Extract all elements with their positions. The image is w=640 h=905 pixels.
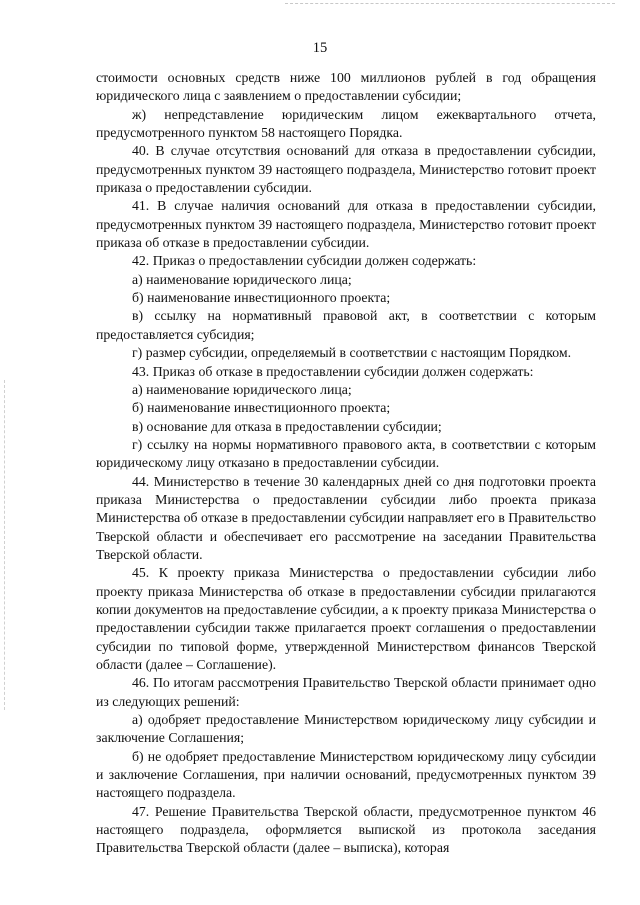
- page-number: 15: [312, 40, 328, 56]
- paragraph: в) основание для отказа в предоставлении субсидии;: [132, 418, 442, 434]
- paragraph: г) ссылку на нормы нормативного правового акта, в соответствии с которым юридическому лицу отказано в предоставлении субсидии.: [96, 436, 596, 471]
- paragraph: 41. В случае наличия оснований для отказа в предоставлении субсидии, предусмотренных пунктом 39 настоящего подраздела, Министерство готовит проект приказа об отказе в предоставлении субсидии.: [96, 198, 596, 251]
- paragraph: б) не одобряет предоставление Министерством юридическому лицу субсидии и заключение Соглашения, при наличии оснований, предусмотренных пунктом 39 настоящего подраздела.: [96, 748, 596, 801]
- scan-artifact-left: [4, 380, 6, 710]
- paragraph: 45. К проекту приказа Министерства о предоставлении субсидии либо проекту приказа Министерства об отказе в предоставлении субсидии прилагаются копии документов на предоставление субсидии, а к проекту приказа Министерства о предоставлении субсидии также прилагается проект соглашения о предоставлении субсидии по типовой форме, утвержденной Министерством финансов Тверской области (далее – Соглашение).: [96, 565, 596, 672]
- paragraph: в) ссылку на нормативный правовой акт, в соответствии с которым предоставляется субсидия;: [96, 308, 596, 342]
- paragraph: 44. Министерство в течение 30 календарных дней со дня подготовки проекта приказа Министерства о предоставлении субсидии либо проекта приказа Министерства об отказе в предоставлении субсидии направляет его в Правительство Тверской области и обеспечивает его рассмотрение на заседании Правительства Тверской области.: [96, 473, 596, 562]
- paragraph: 46. По итогам рассмотрения Правительство Тверской области принимает одно из следующих решений:: [96, 675, 596, 709]
- paragraph: б) наименование инвестиционного проекта;: [132, 290, 391, 306]
- paragraph: а) наименование юридического лица;: [132, 381, 352, 397]
- paragraph: а) наименование юридического лица;: [132, 271, 352, 287]
- paragraph: б) наименование инвестиционного проекта;: [132, 400, 391, 416]
- paragraph: 43. Приказ об отказе в предоставлении субсидии должен содержать:: [132, 363, 534, 379]
- scan-artifact-top: [285, 3, 615, 6]
- paragraph: а) одобряет предоставление Министерством юридическому лицу субсидии и заключение Соглашения;: [96, 712, 596, 746]
- paragraph: 40. В случае отсутствия оснований для отказа в предоставлении субсидии, предусмотренных пунктом 39 настоящего подраздела, Министерство готовит проект приказа о предоставлении субсидии.: [96, 143, 596, 196]
- paragraph: 42. Приказ о предоставлении субсидии должен содержать:: [132, 253, 477, 269]
- paragraph: ж) непредставление юридическим лицом ежеквартального отчета, предусмотренного пунктом 58 настоящего Порядка.: [96, 106, 596, 141]
- paragraph: стоимости основных средств ниже 100 миллионов рублей в год обращения юридического лица с заявлением о предоставлении субсидии;: [96, 70, 596, 104]
- paragraph: 47. Решение Правительства Тверской области, предусмотренное пунктом 46 настоящего подраздела, оформляется выпиской из протокола заседания Правительства Тверской области (далее – выписка), которая: [96, 803, 596, 856]
- document-body: [96, 69, 596, 858]
- paragraph: г) размер субсидии, определяемый в соответствии с настоящим Порядком.: [132, 345, 572, 361]
